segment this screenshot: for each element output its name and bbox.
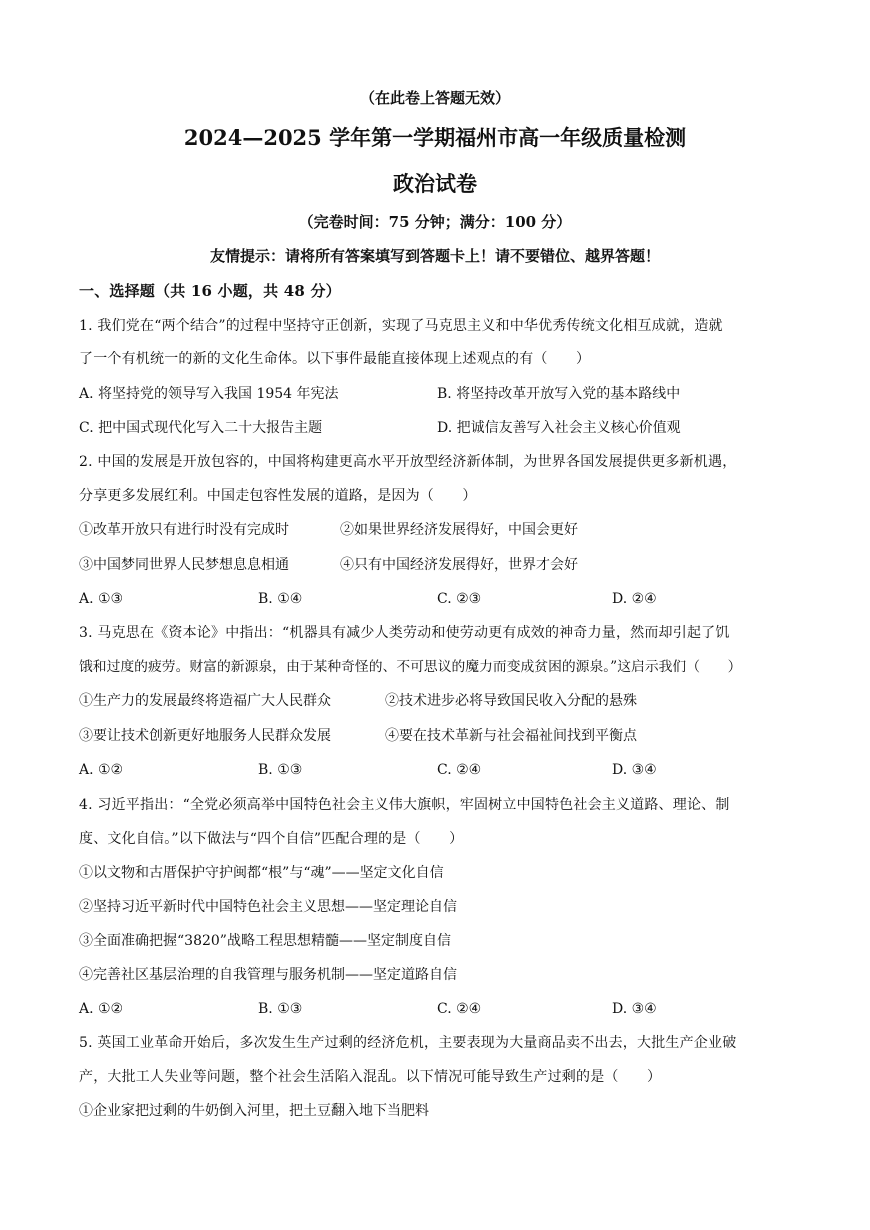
choice-a[interactable]: A. ①②	[79, 762, 124, 778]
question-stem-line: 4. 习近平指出：“全党必须高举中国特色社会主义伟大旗帜，牢固树立中国特色社会主义道路、理论、制	[79, 797, 730, 813]
choice-a[interactable]: A. ①②	[79, 1001, 124, 1017]
statement-item: ①改革开放只有进行时没有完成时	[79, 522, 289, 538]
choice-b[interactable]: B. ①③	[258, 1001, 303, 1017]
question-stem-line: 2. 中国的发展是开放包容的，中国将构建更高水平开放型经济新体制，为世界各国发展提供更多新机遇，	[79, 454, 737, 470]
question-stem-line: 5. 英国工业革命开始后，多次发生生产过剩的经济危机，主要表现为大量商品卖不出去，大批生产企业破	[79, 1035, 737, 1051]
choice-a[interactable]: A. 将坚持党的领导写入我国 1954 年宪法	[79, 386, 339, 402]
question-stem-line: 3. 马克思在《资本论》中指出：“机器具有减少人类劳动和使劳动更有成效的神奇力量，然而却引起了饥	[79, 625, 730, 641]
statement-item: ④只有中国经济发展得好，世界才会好	[340, 557, 578, 573]
question-stem-line: 了一个有机统一的新的文化生命体。以下事件最能直接体现上述观点的有（ ）	[79, 351, 591, 367]
statement-item: ①以文物和古厝保护守护闽都“根”与“魂”——坚定文化自信	[79, 865, 444, 881]
time-score: （完卷时间：75 分钟；满分：100 分）	[298, 213, 572, 231]
exam-title: 2024—2025 学年第一学期福州市高一年级质量检测	[183, 125, 687, 150]
question-stem-line: 饿和过度的疲劳。财富的新源泉，由于某种奇怪的、不可思议的魔力而变成贫困的源泉。”这启示我们（ ）	[79, 659, 742, 675]
choice-d[interactable]: D. ③④	[612, 762, 657, 778]
question-stem-line: 分享更多发展红利。中国走包容性发展的道路，是因为（ ）	[79, 488, 477, 504]
statement-item: ④完善社区基层治理的自我管理与服务机制——坚定道路自信	[79, 967, 457, 983]
subject-title: 政治试卷	[393, 171, 477, 196]
statement-item: ②技术进步必将导致国民收入分配的悬殊	[385, 693, 637, 709]
question-stem-line: 产，大批工人失业等问题，整个社会生活陷入混乱。以下情况可能导致生产过剩的是（ ）	[79, 1069, 662, 1085]
question-stem-line: 度、文化自信。”以下做法与“四个自信”匹配合理的是（ ）	[79, 831, 464, 847]
choice-b[interactable]: B. 将坚持改革开放写入党的基本路线中	[437, 386, 681, 402]
choice-d[interactable]: D. 把诚信友善写入社会主义核心价值观	[437, 420, 681, 436]
section-title: 一、选择题（共 16 小题，共 48 分）	[79, 282, 341, 300]
choice-c[interactable]: C. ②④	[437, 762, 482, 778]
statement-item: ③全面准确把握“3820”战略工程思想精髓——坚定制度自信	[79, 933, 451, 949]
statement-item: ②坚持习近平新时代中国特色社会主义思想——坚定理论自信	[79, 899, 457, 915]
choice-b[interactable]: B. ①③	[258, 762, 303, 778]
choice-c[interactable]: C. 把中国式现代化写入二十大报告主题	[79, 420, 323, 436]
question-stem-line: 1. 我们党在“两个结合”的过程中坚持守正创新，实现了马克思主义和中华优秀传统文化相互成就，造就	[79, 318, 723, 334]
statement-item: ③中国梦同世界人民梦想息息相通	[79, 557, 289, 573]
choice-d[interactable]: D. ③④	[612, 1001, 657, 1017]
notice-text: （在此卷上答题无效）	[359, 89, 510, 107]
statement-item: ②如果世界经济发展得好，中国会更好	[340, 522, 578, 538]
statement-item: ④要在技术革新与社会福祉间找到平衡点	[385, 728, 637, 744]
choice-b[interactable]: B. ①④	[258, 591, 303, 607]
choice-d[interactable]: D. ②④	[612, 591, 657, 607]
choice-c[interactable]: C. ②④	[437, 1001, 482, 1017]
statement-item: ①生产力的发展最终将造福广大人民群众	[79, 693, 331, 709]
reminder-text: 友情提示：请将所有答案填写到答题卡上！请不要错位、越界答题！	[209, 247, 660, 265]
choice-c[interactable]: C. ②③	[437, 591, 482, 607]
choice-a[interactable]: A. ①③	[79, 591, 124, 607]
statement-item: ①企业家把过剩的牛奶倒入河里，把土豆翻入地下当肥料	[79, 1103, 429, 1119]
statement-item: ③要让技术创新更好地服务人民群众发展	[79, 728, 331, 744]
